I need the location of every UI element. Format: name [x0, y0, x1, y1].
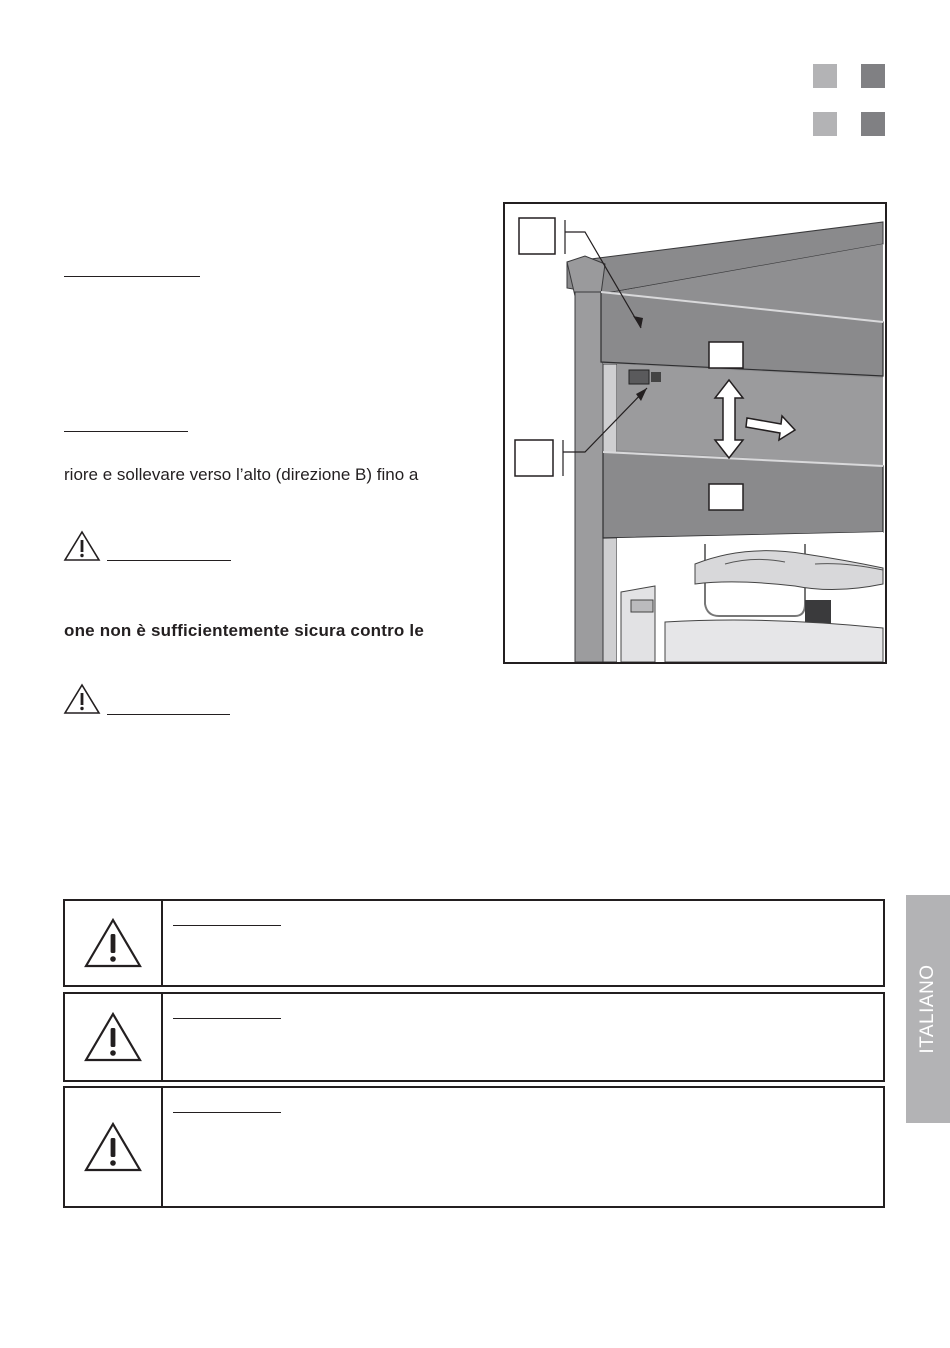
- notice-heading-underline: [173, 1018, 281, 1019]
- language-side-tab: [906, 895, 950, 1123]
- corner-square: [813, 64, 837, 88]
- warning-heading-underline: [107, 560, 231, 561]
- warning-triangle-icon: [83, 917, 143, 969]
- warning-text-line: one non è sufficientemente sicura contro le: [64, 621, 425, 640]
- warning-notice-box: [63, 992, 885, 1082]
- warning-notice-box: [63, 1086, 885, 1208]
- corner-square: [861, 112, 885, 136]
- notice-icon-cell: [65, 1088, 163, 1206]
- warning-heading-underline: [107, 714, 230, 715]
- language-tab-label: ITALIANO: [917, 964, 938, 1054]
- notice-heading-underline: [173, 1112, 281, 1113]
- warning-notice-box: [63, 899, 885, 987]
- warning-triangle-icon: [83, 1121, 143, 1173]
- corner-square: [861, 64, 885, 88]
- notice-heading-underline: [173, 925, 281, 926]
- bed-side-rail-illustration: [503, 202, 887, 664]
- heading-underline: [64, 431, 188, 432]
- heading-underline: [64, 276, 200, 277]
- warning-triangle-icon: [63, 530, 101, 567]
- corner-square: [813, 112, 837, 136]
- warning-triangle-icon: [63, 683, 101, 720]
- notice-icon-cell: [65, 994, 163, 1080]
- warning-triangle-icon: [83, 1011, 143, 1063]
- notice-icon-cell: [65, 901, 163, 985]
- instruction-line: riore e sollevare verso l’alto (direzione B) fino a: [64, 465, 419, 484]
